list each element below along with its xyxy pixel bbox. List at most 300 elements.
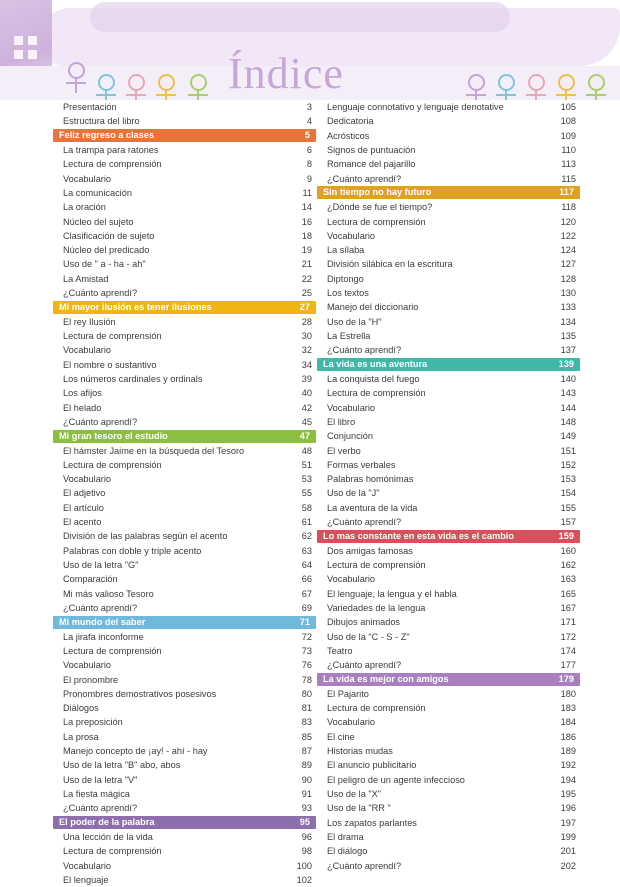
entry-title: Lectura de comprensión (327, 388, 426, 399)
index-section-row[interactable] (317, 186, 580, 200)
index-entry-row[interactable] (53, 701, 316, 715)
index-entry-row[interactable] (317, 401, 580, 415)
index-entry-row[interactable] (317, 687, 580, 701)
index-entry-row[interactable] (53, 272, 316, 286)
index-entry-row[interactable] (53, 515, 316, 529)
index-entry-row[interactable] (53, 572, 316, 586)
entry-title: Comparación (63, 574, 118, 585)
index-entry-row[interactable] (53, 558, 316, 572)
entry-title: Vocabulario (327, 717, 376, 728)
entry-title: Núcleo del sujeto (63, 216, 134, 227)
entry-page-number: 186 (560, 731, 576, 742)
index-entry-row[interactable] (317, 215, 580, 229)
entry-title: El verbo (327, 445, 361, 456)
entry-title: ¿Cuánto aprendí? (327, 345, 402, 356)
index-entry-row[interactable] (53, 186, 316, 200)
index-entry-row[interactable] (53, 673, 316, 687)
entry-page-number: 45 (301, 416, 312, 427)
entry-page-number: 11 (302, 187, 312, 198)
entry-page-number: 93 (301, 803, 312, 814)
entry-title: Signos de puntuación (327, 144, 416, 155)
entry-title: El acento (63, 517, 102, 528)
entry-page-number: 149 (560, 431, 576, 442)
entry-title: Los números cardinales y ordinals (63, 373, 203, 384)
entry-title: Lectura de comprensión (327, 703, 426, 714)
entry-page-number: 55 (301, 488, 312, 499)
index-entry-row[interactable] (317, 472, 580, 486)
index-entry-row[interactable] (317, 630, 580, 644)
entry-page-number: 195 (560, 789, 576, 799)
index-entry-row[interactable] (317, 129, 580, 143)
entry-title: Uso de la "RR " (327, 803, 391, 814)
entry-title: La fiesta mágica (63, 789, 130, 799)
index-entry-row[interactable] (53, 787, 316, 801)
index-entry-row[interactable] (53, 529, 316, 543)
index-entry-row[interactable] (53, 773, 316, 787)
entry-page-number: 122 (560, 230, 576, 241)
entry-title: ¿Cuánto aprendí? (63, 416, 138, 427)
index-entry-row[interactable] (317, 801, 580, 815)
index-entry-row[interactable] (53, 744, 316, 758)
index-entry-row[interactable] (53, 486, 316, 500)
entry-title: El rey Ilusión (63, 316, 116, 327)
index-entry-row[interactable] (317, 458, 580, 472)
index-entry-row[interactable] (53, 730, 316, 744)
entry-title: Presentación (63, 102, 117, 112)
entry-title: El peligro de un agente infeccioso (327, 774, 465, 785)
index-entry-row[interactable] (317, 157, 580, 171)
index-entry-row[interactable] (53, 873, 316, 887)
entry-page-number: 22 (301, 273, 312, 284)
index-entry-row[interactable] (317, 730, 580, 744)
index-entry-row[interactable] (53, 343, 316, 357)
entry-page-number: 96 (301, 831, 312, 842)
entry-title: ¿Cuánto aprendí? (63, 602, 138, 613)
entry-title: Los textos (327, 288, 369, 299)
entry-title: Dibujos animados (327, 617, 401, 628)
entry-page-number: 40 (301, 388, 312, 399)
index-entry-row[interactable] (317, 787, 580, 801)
entry-page-number: 124 (560, 245, 576, 256)
entry-page-number: 113 (561, 159, 576, 170)
index-entry-row[interactable] (317, 172, 580, 186)
stick-figure-icon (66, 62, 86, 96)
entry-title: Mi mayor ilusión es tener ilusiones (59, 301, 212, 312)
index-entry-row[interactable] (53, 372, 316, 386)
entry-page-number: 144 (560, 402, 576, 413)
entry-title: La vida es una aventura (323, 359, 428, 370)
entry-title: Uso de la "H" (327, 316, 382, 327)
entry-page-number: 153 (560, 474, 576, 485)
entry-title: Vocabulario (63, 173, 112, 184)
entry-page-number: 140 (560, 373, 576, 384)
entry-title: Uso de la letra "V" (63, 774, 138, 785)
entry-title: La aventura de la vida (327, 502, 418, 513)
entry-title: Lenguaje connotativo y lenguaje denotative (327, 102, 504, 112)
entry-page-number: 27 (299, 301, 310, 312)
index-entry-row[interactable] (53, 687, 316, 701)
entry-page-number: 154 (560, 488, 576, 499)
entry-page-number: 179 (558, 674, 574, 684)
index-entry-row[interactable] (317, 300, 580, 314)
entry-page-number: 98 (301, 846, 312, 857)
entry-page-number: 32 (301, 345, 312, 356)
entry-page-number: 62 (301, 531, 312, 542)
index-entry-row[interactable] (317, 715, 580, 729)
index-entry-row[interactable] (317, 515, 580, 529)
index-entry-row[interactable] (53, 243, 316, 257)
entry-page-number: 69 (301, 602, 312, 613)
decorative-square (28, 50, 37, 59)
entry-page-number: 172 (560, 631, 576, 642)
entry-page-number: 58 (301, 502, 312, 513)
entry-title: Romance del pajarillo (327, 159, 416, 170)
entry-title: Estructura del libro (63, 116, 140, 127)
entry-title: Núcleo del predicado (63, 245, 150, 256)
entry-page-number: 63 (301, 545, 312, 556)
index-entry-row[interactable] (317, 243, 580, 257)
index-entry-row[interactable] (53, 658, 316, 672)
header-decorative-band-secondary (90, 2, 510, 32)
entry-page-number: 66 (301, 574, 312, 585)
stick-figure-icon (556, 74, 576, 96)
entry-title: Formas verbales (327, 459, 396, 470)
entry-title: Lectura de comprensión (63, 846, 162, 857)
entry-title: El nombre o sustantivo (63, 359, 157, 370)
entry-title: ¿Cuánto aprendí? (327, 517, 402, 528)
entry-page-number: 167 (560, 602, 576, 613)
decorative-square (14, 50, 23, 59)
index-entry-row[interactable] (53, 200, 316, 214)
entry-title: El hámster Jaime en la búsqueda del Tesoro (63, 445, 245, 456)
entry-page-number: 39 (301, 373, 312, 384)
index-entry-row[interactable] (53, 472, 316, 486)
entry-title: ¿Cuánto aprendí? (327, 860, 402, 871)
index-entry-row[interactable] (317, 558, 580, 572)
stick-figure-icon (96, 74, 116, 96)
entry-title: Mi gran tesoro el estudio (59, 430, 168, 441)
index-entry-row[interactable] (317, 587, 580, 601)
entry-title: ¿Cuánto aprendí? (327, 173, 402, 184)
index-entry-row[interactable] (317, 658, 580, 672)
index-entry-row[interactable] (317, 315, 580, 329)
entry-title: Lectura de comprensión (327, 560, 426, 570)
entry-title: El adjetivo (63, 488, 106, 499)
entry-title: La Estrella (327, 331, 371, 341)
stick-figure-icon (126, 74, 146, 96)
entry-title: La preposición (63, 717, 123, 728)
index-entry-row[interactable] (53, 715, 316, 729)
stick-figure-icon (188, 74, 208, 96)
entry-title: Lectura de comprensión (63, 459, 162, 470)
entry-title: Los zapatos parlantes (327, 817, 417, 828)
entry-title: Uso de la letra "B" abo, abos (63, 760, 181, 771)
entry-title: Lectura de comprensión (63, 331, 162, 341)
entry-title: Mi mundo del saber (59, 616, 146, 627)
index-entry-row[interactable] (317, 486, 580, 500)
index-section-row[interactable] (317, 529, 580, 543)
entry-page-number: 3 (306, 102, 312, 112)
entry-page-number: 157 (560, 517, 576, 528)
entry-title: Una lección de la vida (63, 831, 153, 842)
entry-title: Manejo concepto de ¡ay! - ahí - hay (63, 746, 208, 757)
entry-title: La prosa (63, 731, 99, 742)
entry-title: El artículo (63, 502, 104, 513)
index-entry-row[interactable] (317, 701, 580, 715)
index-entry-row[interactable] (53, 143, 316, 157)
entry-title: La oración (63, 202, 106, 213)
index-entry-row[interactable] (317, 386, 580, 400)
entry-title: ¿Dónde se fue el tiempo? (327, 202, 433, 213)
index-section-row[interactable] (53, 429, 316, 443)
index-entry-row[interactable] (317, 644, 580, 658)
index-entry-row[interactable] (53, 114, 316, 128)
entry-title: Lectura de comprensión (63, 159, 162, 170)
entry-page-number: 19 (301, 245, 312, 256)
entry-page-number: 87 (301, 746, 312, 757)
entry-title: Historias mudas (327, 746, 393, 757)
entry-page-number: 133 (560, 302, 576, 313)
entry-page-number: 130 (560, 288, 576, 299)
entry-page-number: 189 (560, 746, 576, 757)
index-section-row[interactable] (53, 129, 316, 143)
page-title: Índice (228, 49, 344, 98)
entry-page-number: 8 (306, 159, 312, 170)
index-entry-row[interactable] (53, 544, 316, 558)
index-entry-row[interactable] (317, 501, 580, 515)
entry-page-number: 16 (301, 216, 312, 227)
entry-title: El drama (327, 831, 364, 842)
entry-page-number: 201 (560, 846, 576, 857)
index-entry-row[interactable] (317, 257, 580, 271)
entry-page-number: 102 (296, 874, 312, 885)
entry-title: Manejo del diccionario (327, 302, 419, 313)
right-column (317, 100, 580, 873)
entry-page-number: 4 (306, 116, 312, 127)
entry-page-number: 183 (560, 703, 576, 714)
index-section-row[interactable] (53, 816, 316, 830)
index-entry-row[interactable] (317, 830, 580, 844)
entry-page-number: 9 (306, 173, 312, 184)
index-entry-row[interactable] (53, 587, 316, 601)
index-entry-row[interactable] (53, 758, 316, 772)
entry-page-number: 73 (301, 645, 312, 656)
entry-page-number: 174 (560, 645, 576, 656)
entry-title: Vocabulario (63, 345, 112, 356)
entry-title: Uso de la letra "G" (63, 560, 139, 570)
index-entry-row[interactable] (53, 444, 316, 458)
entry-page-number: 152 (560, 459, 576, 470)
entry-page-number: 160 (560, 545, 576, 556)
entry-title: El helado (63, 402, 102, 413)
index-entry-row[interactable] (317, 615, 580, 629)
entry-page-number: 80 (301, 688, 312, 699)
entry-page-number: 135 (560, 331, 576, 341)
entry-title: Uso de " a - ha - ah" (63, 259, 146, 270)
entry-page-number: 148 (560, 416, 576, 427)
entry-page-number: 83 (301, 717, 312, 728)
entry-title: División silábica en la escritura (327, 259, 453, 270)
index-entry-row[interactable] (53, 157, 316, 171)
entry-title: Feliz regreso a clases (59, 130, 154, 141)
entry-page-number: 163 (560, 574, 576, 585)
entry-page-number: 28 (301, 316, 312, 327)
index-entry-row[interactable] (317, 859, 580, 873)
entry-page-number: 197 (560, 817, 576, 828)
index-entry-row[interactable] (317, 773, 580, 787)
index-entry-row[interactable] (317, 816, 580, 830)
index-section-row[interactable] (53, 300, 316, 314)
index-entry-row[interactable] (317, 429, 580, 443)
entry-page-number: 42 (301, 402, 312, 413)
index-entry-row[interactable] (53, 286, 316, 300)
entry-title: El Pajarito (327, 688, 369, 699)
entry-title: La Amistad (63, 273, 109, 284)
entry-page-number: 51 (301, 459, 312, 470)
stick-figure-icon (156, 74, 176, 96)
entry-title: Palabras con doble y triple acento (63, 545, 202, 556)
index-entry-row[interactable] (53, 844, 316, 858)
entry-title: La trampa para ratones (63, 144, 159, 155)
entry-page-number: 202 (560, 860, 576, 871)
entry-title: Sin tiempo no hay futuro (323, 187, 432, 198)
index-entry-row[interactable] (317, 572, 580, 586)
entry-title: Lo mas constante en esta vida es el cambio (323, 530, 514, 541)
index-entry-row[interactable] (317, 758, 580, 772)
entry-page-number: 6 (306, 144, 312, 155)
entry-page-number: 117 (559, 187, 574, 198)
entry-title: La vida es mejor con amigos (323, 674, 449, 684)
index-entry-row[interactable] (53, 386, 316, 400)
entry-page-number: 143 (560, 388, 576, 399)
index-entry-row[interactable] (53, 215, 316, 229)
index-entry-row[interactable] (53, 100, 316, 114)
entry-page-number: 47 (299, 430, 310, 441)
entry-page-number: 180 (560, 688, 576, 699)
entry-page-number: 30 (301, 331, 312, 341)
entry-title: Diptongo (327, 273, 364, 284)
index-entry-row[interactable] (53, 458, 316, 472)
entry-page-number: 76 (301, 660, 312, 671)
entry-page-number: 53 (301, 474, 312, 485)
index-entry-row[interactable] (53, 401, 316, 415)
index-entry-row[interactable] (53, 329, 316, 343)
entry-page-number: 105 (560, 102, 576, 112)
entry-page-number: 134 (560, 316, 576, 327)
entry-page-number: 108 (560, 116, 576, 127)
index-entry-row[interactable] (317, 286, 580, 300)
entry-page-number: 137 (560, 345, 576, 356)
entry-page-number: 109 (560, 130, 576, 141)
entry-title: El cine (327, 731, 355, 742)
index-entry-row[interactable] (53, 172, 316, 186)
index-section-row[interactable] (53, 615, 316, 629)
entry-page-number: 85 (301, 731, 312, 742)
index-entry-row[interactable] (53, 415, 316, 429)
index-entry-row[interactable] (317, 272, 580, 286)
entry-title: Teatro (327, 645, 353, 656)
entry-title: División de las palabras según el acento (63, 531, 228, 542)
index-section-row[interactable] (317, 673, 580, 687)
index-entry-row[interactable] (53, 315, 316, 329)
entry-title: La sílaba (327, 245, 365, 256)
entry-page-number: 196 (560, 803, 576, 814)
index-entry-row[interactable] (317, 844, 580, 858)
entry-page-number: 61 (301, 517, 312, 528)
stick-figure-icon (586, 74, 606, 96)
index-entry-row[interactable] (53, 501, 316, 515)
entry-page-number: 72 (301, 631, 312, 642)
index-entry-row[interactable] (317, 229, 580, 243)
index-entry-row[interactable] (317, 601, 580, 615)
entry-page-number: 89 (301, 760, 312, 771)
entry-title: Vocabulario (63, 660, 112, 671)
index-entry-row[interactable] (53, 257, 316, 271)
index-entry-row[interactable] (317, 744, 580, 758)
entry-title: El pronombre (63, 674, 119, 685)
entry-page-number: 128 (560, 273, 576, 284)
index-entry-row[interactable] (53, 859, 316, 873)
entry-page-number: 194 (560, 774, 576, 785)
entry-page-number: 21 (301, 259, 312, 270)
entry-title: Vocabulario (327, 230, 376, 241)
index-entry-row[interactable] (53, 830, 316, 844)
entry-title: Uso de la "C - S - Z" (327, 631, 410, 642)
entry-page-number: 5 (304, 130, 310, 141)
entry-page-number: 67 (301, 588, 312, 599)
entry-page-number: 171 (560, 617, 576, 628)
index-entry-row[interactable] (317, 372, 580, 386)
index-entry-row[interactable] (53, 801, 316, 815)
entry-title: Conjunción (327, 431, 373, 442)
entry-title: Variedades de la lengua (327, 602, 426, 613)
index-entry-row[interactable] (317, 200, 580, 214)
entry-page-number: 162 (560, 560, 576, 570)
index-entry-row[interactable] (53, 601, 316, 615)
index-entry-row[interactable] (53, 358, 316, 372)
index-entry-row[interactable] (53, 630, 316, 644)
left-column (53, 100, 316, 887)
entry-page-number: 34 (301, 359, 312, 370)
index-section-row[interactable] (317, 358, 580, 372)
decorative-square (14, 36, 23, 45)
entry-page-number: 100 (296, 860, 312, 871)
entry-page-number: 139 (558, 359, 574, 370)
index-entry-row[interactable] (317, 329, 580, 343)
entry-title: Diálogos (63, 703, 99, 714)
index-entry-row[interactable] (317, 143, 580, 157)
index-entry-row[interactable] (317, 343, 580, 357)
stick-figure-icon (496, 74, 516, 96)
entry-title: Palabras homónimas (327, 474, 414, 485)
index-entry-row[interactable] (317, 100, 580, 114)
index-entry-row[interactable] (317, 415, 580, 429)
stick-figure-icon (466, 74, 486, 96)
index-entry-row[interactable] (317, 544, 580, 558)
index-entry-row[interactable] (317, 114, 580, 128)
entry-page-number: 184 (560, 717, 576, 728)
entry-title: Lectura de comprensión (63, 645, 162, 656)
entry-title: El libro (327, 416, 356, 427)
entry-title: La comunicación (63, 187, 132, 198)
index-entry-row[interactable] (317, 444, 580, 458)
index-entry-row[interactable] (53, 644, 316, 658)
entry-title: Vocabulario (327, 402, 376, 413)
entry-title: Acrósticos (327, 130, 370, 141)
entry-page-number: 90 (301, 774, 312, 785)
entry-page-number: 155 (560, 502, 576, 513)
index-entry-row[interactable] (53, 229, 316, 243)
